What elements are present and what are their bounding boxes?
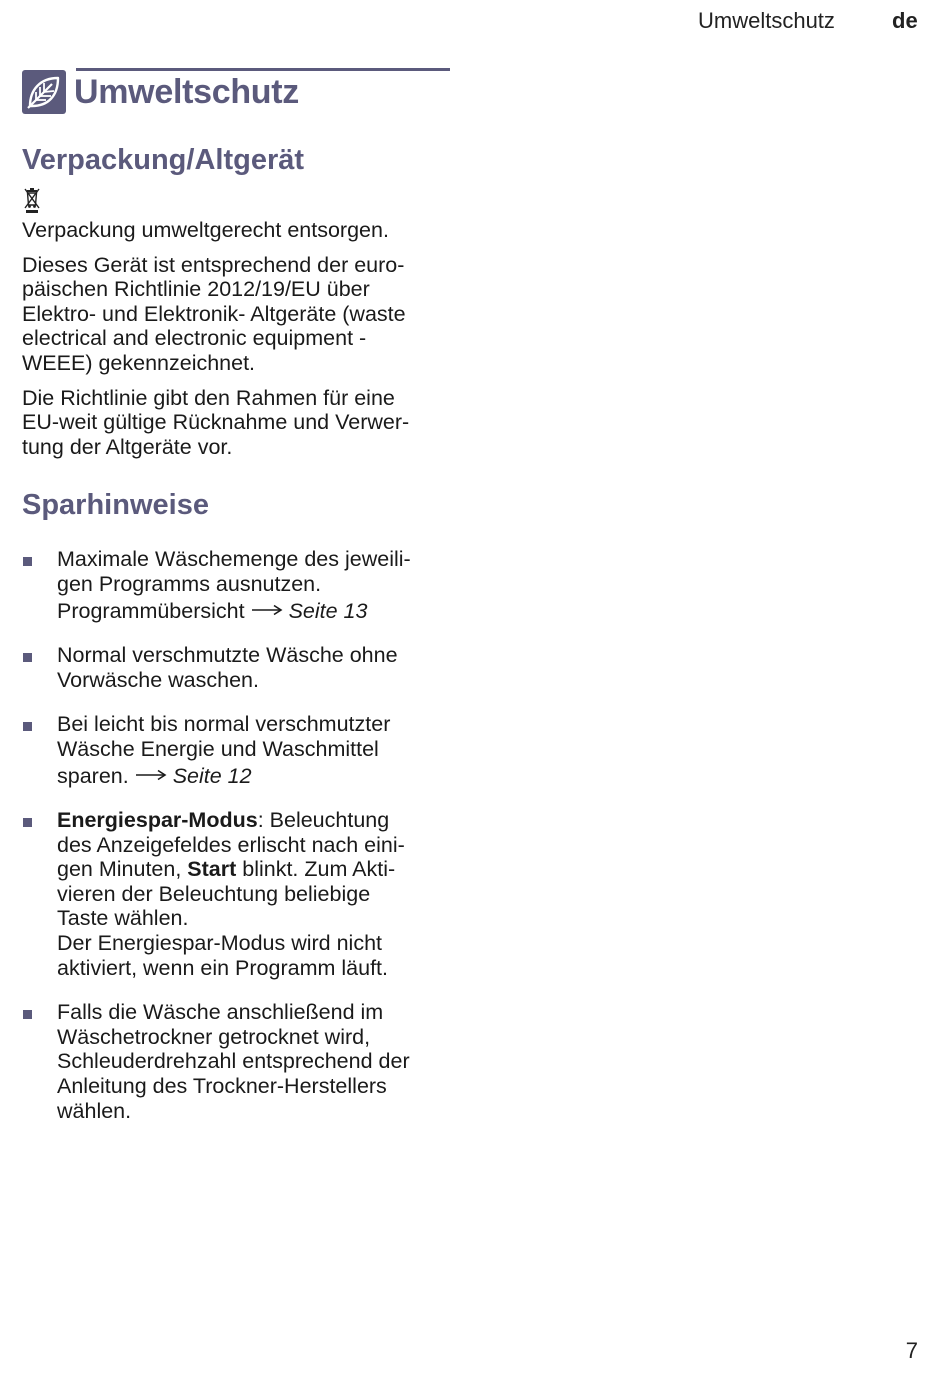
chapter-rule (76, 68, 450, 71)
chapter-title: Umweltschutz (74, 73, 299, 111)
list-item: Energiespar-Modus: Beleuchtung des Anzeigefeldes erlischt nach eini- gen Minuten, Start blinkt. Zum Akti- vieren der Beleuchtung beliebige Taste wählen. Der Energiespar-Modus wird nicht aktiviert, wenn ein Programm läuft. (22, 808, 454, 980)
square-bullet-icon (23, 653, 32, 662)
list-item: Maximale Wäschemenge des jeweili- gen Programms ausnutzen. Programmübersicht Seite 13 (22, 547, 454, 623)
section-heading-packaging: Verpackung/Altgerät (22, 144, 305, 176)
energy-saving-mode-term: Energiespar-Modus (57, 808, 258, 833)
chapter-heading (22, 68, 450, 116)
page-reference-link[interactable]: Seite 12 (172, 763, 252, 788)
square-bullet-icon (23, 722, 32, 731)
leaf-icon (22, 70, 66, 114)
start-button-term: Start (187, 857, 237, 882)
page-number: 7 (905, 1338, 918, 1363)
running-header-language: de (892, 8, 918, 33)
running-header-section: Umweltschutz (698, 8, 835, 33)
list-item: Bei leicht bis normal verschmutzter Wäsche Energie und Waschmittel sparen. Seite 12 (22, 712, 454, 788)
crossed-out-wheelie-bin-icon (22, 186, 42, 214)
square-bullet-icon (23, 557, 32, 566)
main-content (22, 140, 454, 1143)
packaging-paragraph-3: Die Richtlinie gibt den Rahmen für eine EU-weit gültige Rücknahme und Verwer- tung der Altgeräte vor. (22, 385, 410, 459)
arrow-right-icon (135, 762, 167, 774)
list-item: Falls die Wäsche anschließend im Wäschetrockner getrocknet wird, Schleuderdrehzahl entsprechend der Anleitung des Trockner-Herstellers wählen. (22, 1000, 454, 1123)
arrow-right-icon (251, 597, 283, 609)
list-item: Normal verschmutzte Wäsche ohne Vorwäsche waschen. (22, 643, 454, 692)
square-bullet-icon (23, 1010, 32, 1019)
tips-list (22, 547, 454, 1123)
square-bullet-icon (23, 818, 32, 827)
packaging-paragraph-1: Verpackung umweltgerecht entsorgen. (22, 218, 389, 242)
page-reference-link[interactable]: Seite 13 (288, 598, 368, 623)
packaging-paragraph-2: Dieses Gerät ist entsprechend der euro- päischen Richtlinie 2012/19/EU über Elektro- und Elektronik- Altgeräte (waste electrical and electronic equipment - WEEE) gekennzeichnet. (22, 252, 406, 375)
section-heading-tips: Sparhinweise (22, 489, 209, 522)
